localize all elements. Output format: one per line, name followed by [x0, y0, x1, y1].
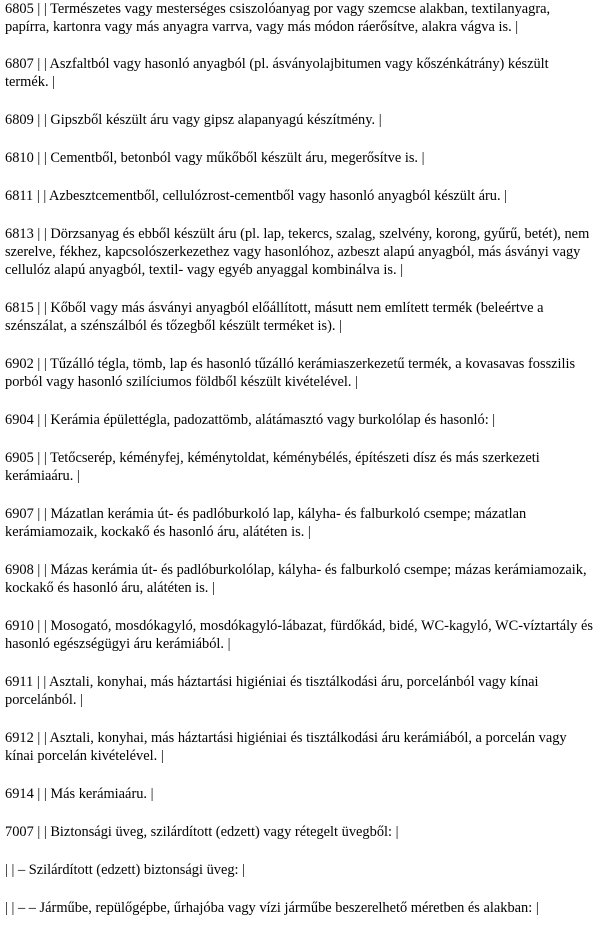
entry-6807: 6807 | | Aszfaltból vagy hasonló anyagból (pl. ásványolajbitumen vagy kőszénkátrány) készült termék. |	[5, 56, 549, 90]
entry-7007: 7007 | | Biztonsági üveg, szilárdított (edzett) vagy rétegelt üvegből: |	[5, 824, 399, 840]
document-body	[5, 0, 595, 937]
entry-6809: 6809 | | Gipszből készült áru vagy gipsz alapanyagú készítmény. |	[5, 112, 382, 128]
entry-6811: 6811 | | Azbesztcementből, cellulózrost-cementből vagy hasonló anyagból készült áru. |	[5, 188, 508, 204]
entry-6908: 6908 | | Mázas kerámia út- és padlóburkolólap, kályha- és falburkoló csempe; mázas kerámiamozaik, kockakő és hasonló áru, alátéten is. |	[5, 562, 587, 596]
entry-6813: 6813 | | Dörzsanyag és ebből készült áru (pl. lap, tekercs, szalag, szelvény, korong, gyűrű, betét), nem szerelve, fékhez, kapcsolószerkezethez vagy hasonlóhoz, azbeszt alapú anyagból, más ásványi vagy cellulóz alapú anyagból, textil- vagy egyéb anyaggal kombinálva is. |	[5, 226, 590, 278]
entry-6904: 6904 | | Kerámia épülettégla, padozattömb, alátámasztó vagy burkolólap és hasonló: |	[5, 412, 496, 428]
entry-6911: 6911 | | Asztali, konyhai, más háztartási higiéniai és tisztálkodási áru, porcelánból vagy kínai porcelánból. |	[5, 674, 539, 708]
entry-6914: 6914 | | Más kerámiaáru. |	[5, 786, 154, 802]
entry-6810: 6810 | | Cementből, betonból vagy műkőből készült áru, megerősítve is. |	[5, 150, 425, 166]
entry-6805: 6805 | | Természetes vagy mesterséges csiszolóanyag por vagy szemcse alakban, textilanyagra, papírra, kartonra vagy más anyagra varrva, vagy más módon ráerősítve, alakra vágva is. |	[5, 1, 551, 35]
entry-6902: 6902 | | Tűzálló tégla, tömb, lap és hasonló tűzálló kerámiaszerkezetű termék, a kovasavas fosszilis porból vagy hasonló szilíciumos földből készült kivételével. |	[5, 356, 576, 390]
entry-6907: 6907 | | Mázatlan kerámia út- és padlóburkoló lap, kályha- és falburkoló csempe; mázatlan kerámiamozaik, kockakő és hasonló áru, alátéten is. |	[5, 506, 527, 540]
entry-7007-sub-1: | | – Szilárdított (edzett) biztonsági üveg: |	[5, 862, 246, 878]
entry-6910: 6910 | | Mosogató, mosdókagyló, mosdókagyló-lábazat, fürdőkád, bidé, WC-kagyló, WC-víztartály és hasonló egészségügyi áru kerámiából. |	[5, 618, 593, 652]
entry-7007-sub-2: | | – – Járműbe, repülőgépbe, űrhajóba vagy vízi járműbe beszerelhető méretben és alakban: |	[5, 900, 539, 916]
entry-6912: 6912 | | Asztali, konyhai, más háztartási higiéniai és tisztálkodási áru kerámiából, a porcelán vagy kínai porcelán kivételével. |	[5, 730, 567, 764]
entry-6815: 6815 | | Kőből vagy más ásványi anyagból előállított, másutt nem említett termék (beleértve a szénszálat, a szénszálból és tőzegből készült terméket is). |	[5, 300, 544, 334]
entry-6905: 6905 | | Tetőcserép, kéményfej, kéménytoldat, kéménybélés, építészeti dísz és más szerkezeti kerámiaáru. |	[5, 450, 540, 484]
